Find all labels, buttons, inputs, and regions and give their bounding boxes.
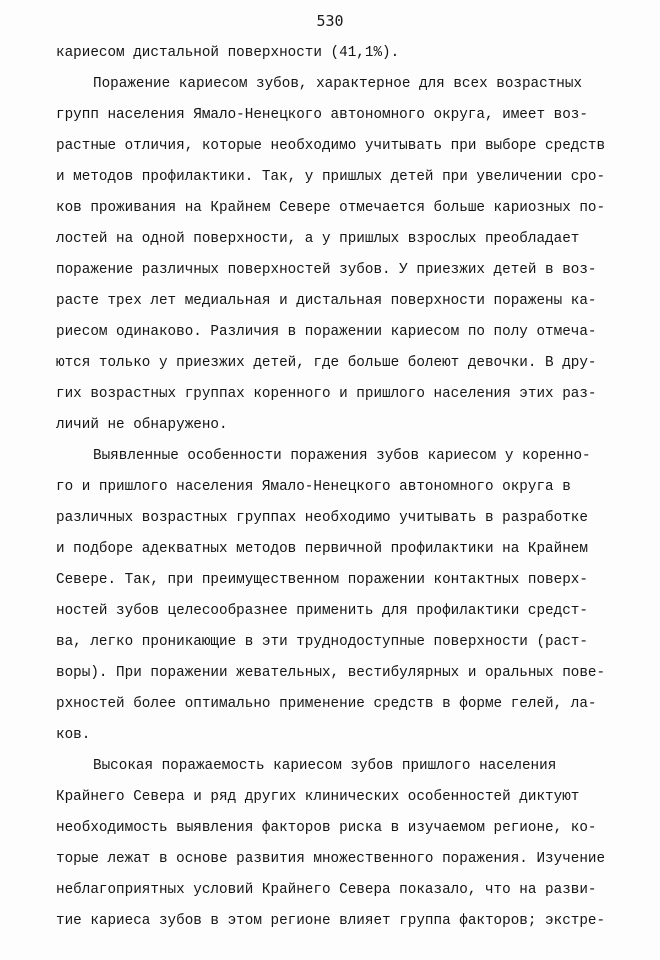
text-line: го и пришлого населения Ямало-Ненецкого автономного округа в [56, 479, 571, 495]
text-line: лостей на одной поверхности, а у пришлых взрослых преобладает [56, 231, 580, 247]
text-line: Поражение кариесом зубов, характерное для всех возрастных [93, 76, 583, 92]
text-line: торые лежат в основе развития множественного поражения. Изучение [56, 851, 606, 867]
text-line: и методов профилактики. Так, у пришлых детей при увеличении сро- [56, 169, 606, 185]
text-line: риесом одинаково. Различия в поражении кариесом по полу отмеча- [56, 324, 597, 340]
text-line: различных возрастных группах необходимо учитывать в разработке [56, 510, 588, 526]
text-line: Выявленные особенности поражения зубов кариесом у коренно- [93, 448, 591, 464]
text-line: личий не обнаружено. [56, 417, 228, 433]
body-text [56, 38, 616, 937]
text-line: ва, легко проникающие в эти труднодоступные поверхности (раст- [56, 634, 588, 650]
text-line: кариесом дистальной поверхности (41,1%). [56, 45, 400, 61]
text-line: Высокая поражаемость кариесом зубов пришлого населения [93, 758, 557, 774]
text-line: поражение различных поверхностей зубов. У приезжих детей в воз- [56, 262, 597, 278]
text-line: и подборе адекватных методов первичной профилактики на Крайнем [56, 541, 588, 557]
text-line: растные отличия, которые необходимо учитывать при выборе средств [56, 138, 606, 154]
text-line: расте трех лет медиальная и дистальная поверхности поражены ка- [56, 293, 597, 309]
text-line: гих возрастных группах коренного и пришлого населения этих раз- [56, 386, 597, 402]
text-line: групп населения Ямало-Ненецкого автономного округа, имеет воз- [56, 107, 588, 123]
text-line: необходимость выявления факторов риска в изучаемом регионе, ко- [56, 820, 597, 836]
text-line: неблагоприятных условий Крайнего Севера показало, что на разви- [56, 882, 597, 898]
text-line: воры). При поражении жевательных, вестибулярных и оральных пове- [56, 665, 606, 681]
text-line: тие кариеса зубов в этом регионе влияет группа факторов; экстре- [56, 913, 606, 929]
text-line: ков. [56, 727, 91, 743]
text-line: Крайнего Севера и ряд других клинических особенностей диктуют [56, 789, 580, 805]
text-line: ются только у приезжих детей, где больше болеют девочки. В дру- [56, 355, 597, 371]
page-number: 530 [316, 12, 344, 30]
text-line: ков проживания на Крайнем Севере отмечается больше кариозных по- [56, 200, 606, 216]
text-line: Севере. Так, при преимущественном поражении контактных поверх- [56, 572, 588, 588]
text-line: ностей зубов целесообразнее применить для профилактики средст- [56, 603, 588, 619]
text-line: рхностей более оптимально применение средств в форме гелей, ла- [56, 696, 597, 712]
